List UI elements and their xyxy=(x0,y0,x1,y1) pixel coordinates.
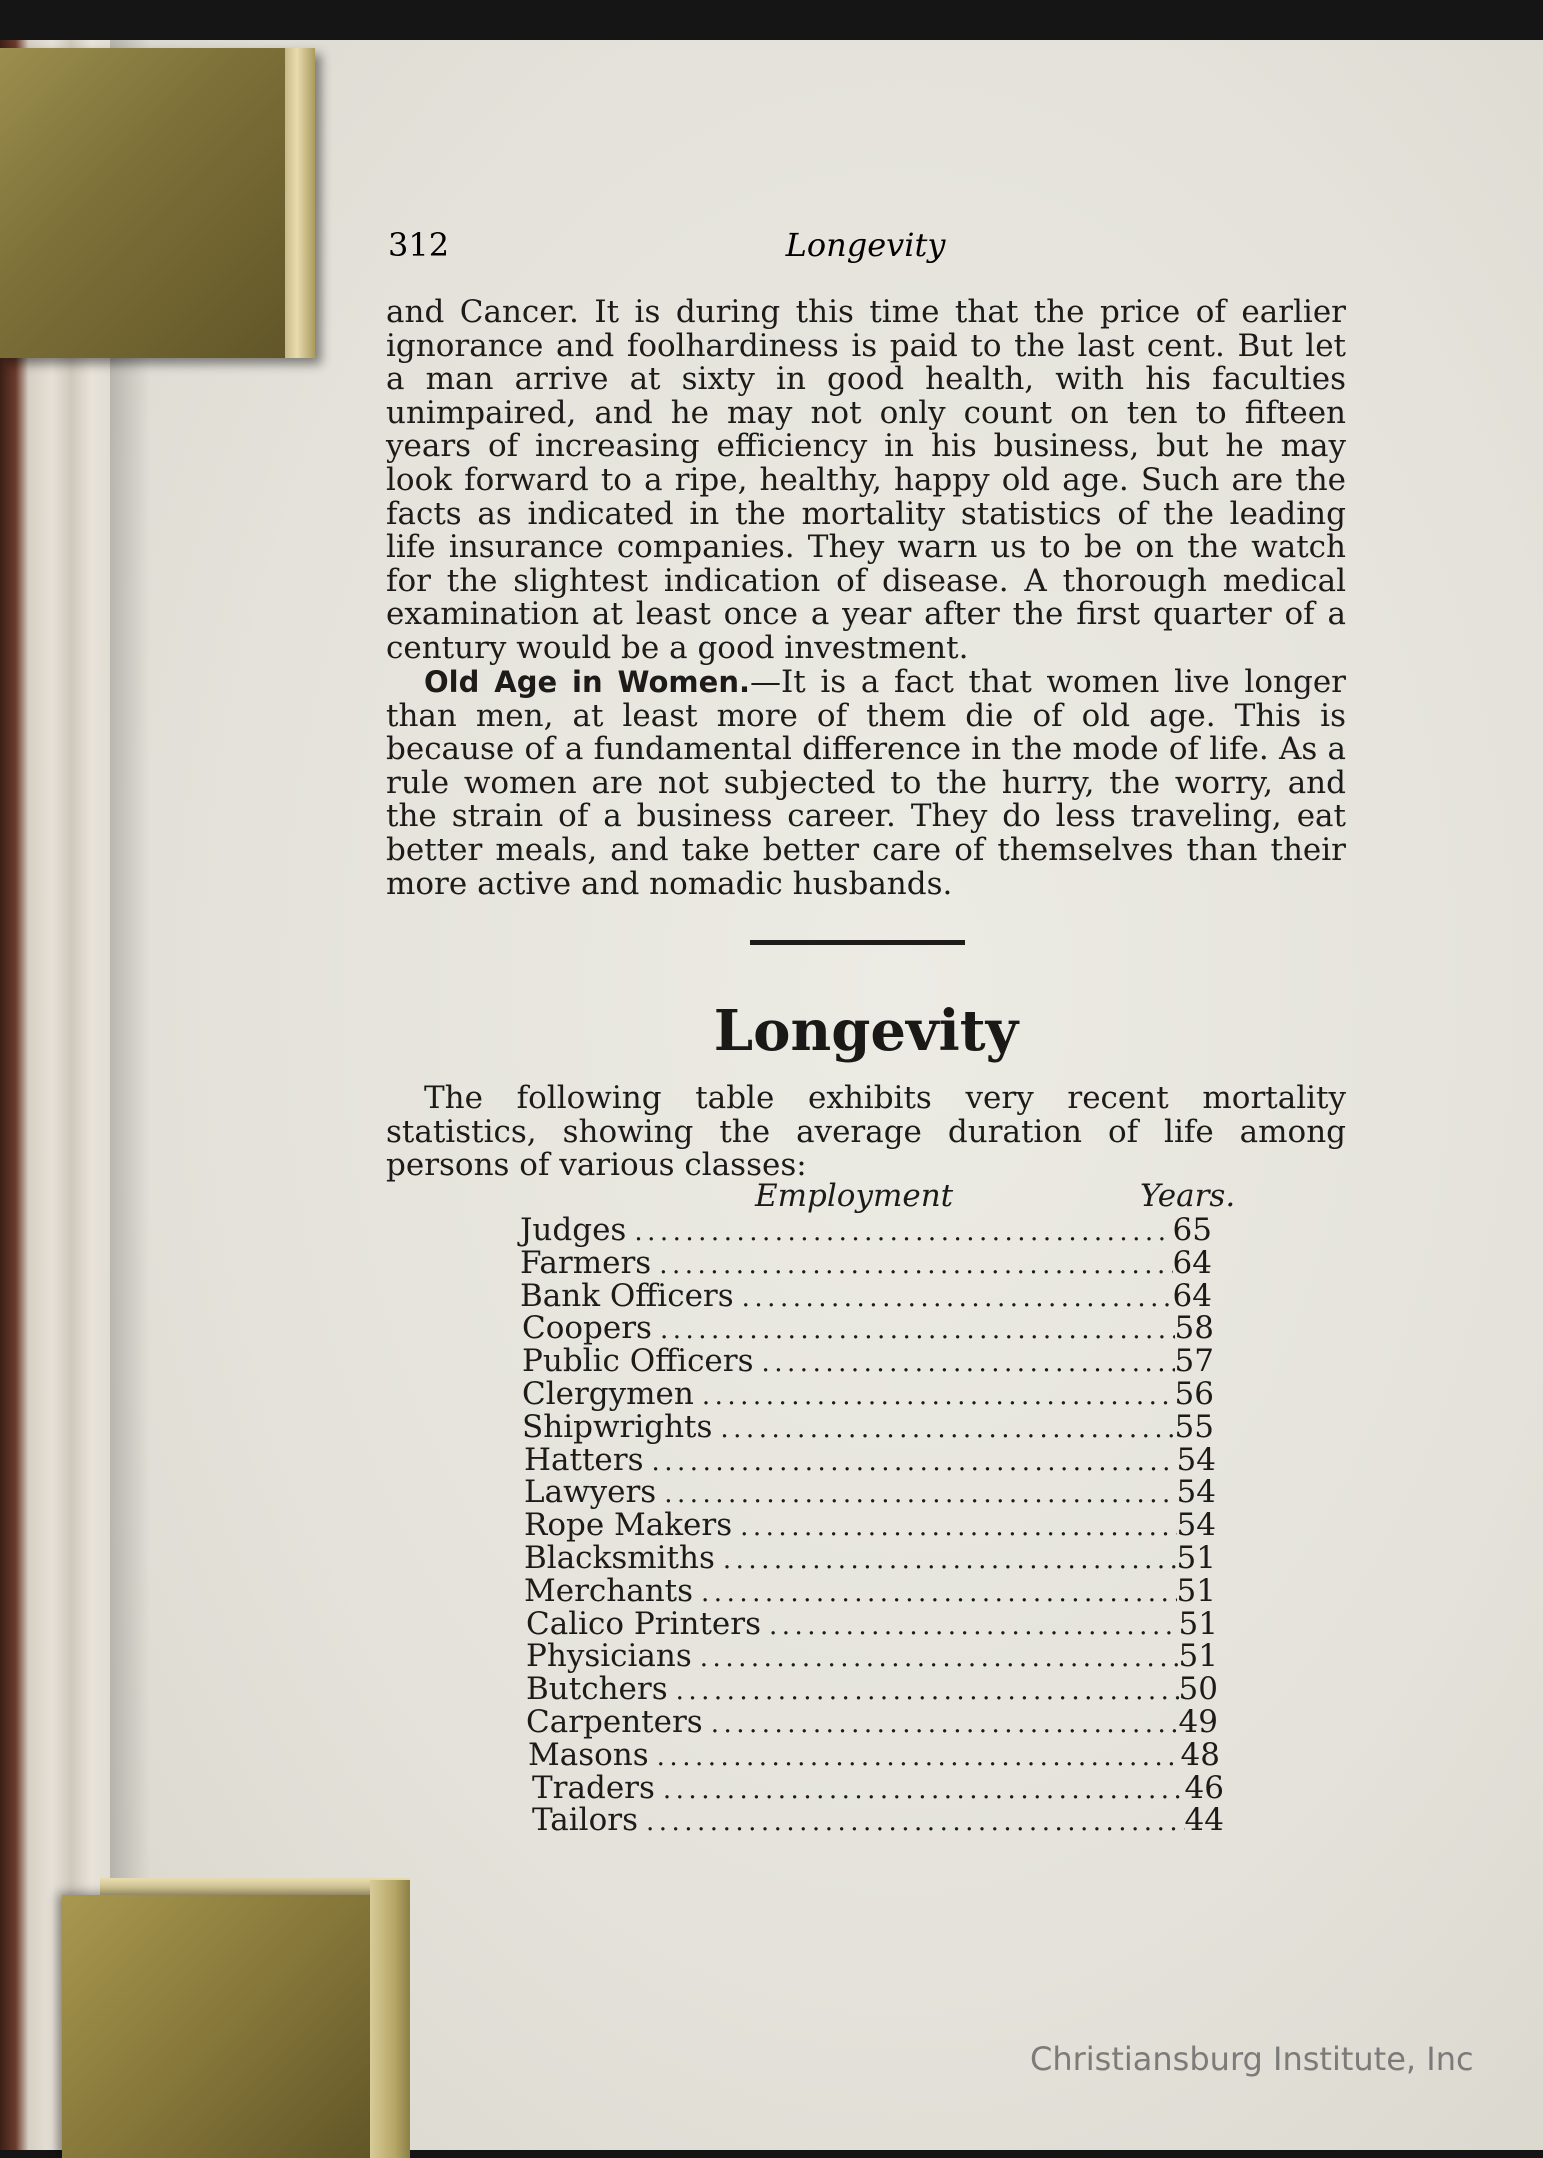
years-cell: 51 xyxy=(1176,1572,1216,1609)
table-row xyxy=(520,1736,1220,1773)
table-header xyxy=(520,1178,1240,1212)
years-cell: 44 xyxy=(1184,1802,1224,1839)
dot-leader xyxy=(701,1578,1177,1608)
employment-cell: Bank Officers xyxy=(520,1277,734,1314)
table-row xyxy=(520,1605,1218,1642)
table-row xyxy=(520,1507,1216,1544)
years-cell: 51 xyxy=(1176,1539,1216,1576)
employment-cell: Public Officers xyxy=(522,1343,754,1380)
dot-leader xyxy=(663,1775,1185,1805)
dot-leader xyxy=(711,1709,1179,1739)
table-row xyxy=(520,1375,1214,1412)
paragraph-1: and Cancer. It is during this time that the price of earlier ignorance and foolhardiness is paid to the last cent. But let a man arrive at sixty in good health, with his faculties unimpaired, and he may not only count on ten to fifteen years of increasing efficiency in his business, but he may look forward to a ripe, healthy, happy old age. Such are the facts as indicated in the mortality statistics of the leading life insurance companies. They warn us to be on the watch for the slightest indication of disease. A thorough medical examination at least once a year after the first quarter of a century would be a good investment. xyxy=(386,294,1346,666)
table-row xyxy=(520,1212,1212,1248)
table-row xyxy=(520,1572,1216,1609)
employment-cell: Lawyers xyxy=(524,1474,657,1511)
years-cell: 64 xyxy=(1172,1244,1212,1281)
years-cell: 57 xyxy=(1174,1343,1214,1380)
years-cell: 49 xyxy=(1178,1703,1218,1740)
column-header-employment: Employment xyxy=(755,1178,954,1214)
table-row xyxy=(520,1703,1218,1740)
page-number: 312 xyxy=(388,226,450,264)
table-row xyxy=(520,1441,1216,1478)
employment-cell: Physicians xyxy=(526,1638,692,1675)
dot-leader xyxy=(720,1414,1174,1444)
bottom-binder-clip xyxy=(62,1895,402,2158)
dot-leader xyxy=(742,1283,1173,1313)
table-row xyxy=(520,1343,1214,1380)
years-cell: 65 xyxy=(1172,1212,1212,1248)
section-divider xyxy=(750,940,965,945)
dot-leader xyxy=(664,1479,1176,1509)
dot-leader xyxy=(652,1447,1177,1477)
longevity-table xyxy=(520,1178,1240,1839)
employment-cell: Coopers xyxy=(522,1310,652,1347)
watermark: Christiansburg Institute, Inc xyxy=(1030,2040,1474,2078)
years-cell: 56 xyxy=(1174,1375,1214,1412)
table-row xyxy=(520,1638,1218,1675)
dot-leader xyxy=(740,1512,1176,1542)
employment-cell: Calico Printers xyxy=(526,1605,761,1642)
years-cell: 55 xyxy=(1174,1408,1214,1445)
table-row xyxy=(520,1769,1224,1806)
years-cell: 50 xyxy=(1178,1671,1218,1708)
top-binder-clip xyxy=(0,48,315,358)
employment-cell: Rope Makers xyxy=(524,1507,733,1544)
paragraph-2 xyxy=(386,666,1346,901)
column-header-years: Years. xyxy=(1140,1178,1236,1214)
employment-cell: Shipwrights xyxy=(522,1408,713,1445)
section-intro: The following table exhibits very recent mortality statistics, showing the average duration of life among persons of various classes: xyxy=(386,1080,1346,1184)
employment-cell: Clergymen xyxy=(522,1375,694,1412)
years-cell: 64 xyxy=(1172,1277,1212,1314)
dot-leader xyxy=(676,1676,1179,1706)
bottom-binder-clip-edge xyxy=(370,1880,410,2158)
table-row xyxy=(520,1474,1216,1511)
paragraph-2-body: —It is a fact that women live longer than men, at least more of them die of old age. This is because of a fundamental difference in the mode of life. As a rule women are not subjected to the hurry, the worry, and the strain of a business career. They do less traveling, eat better meals, and take better care of themselves than their more active and nomadic husbands. xyxy=(386,664,1346,902)
employment-cell: Merchants xyxy=(524,1572,694,1609)
table-row xyxy=(520,1539,1216,1576)
employment-cell: Hatters xyxy=(524,1441,644,1478)
employment-cell: Masons xyxy=(528,1736,649,1773)
table-row xyxy=(520,1671,1218,1708)
years-cell: 58 xyxy=(1174,1310,1214,1347)
dot-leader xyxy=(762,1348,1175,1378)
table-row xyxy=(520,1408,1214,1445)
dot-leader xyxy=(700,1643,1179,1673)
top-binder-clip-edge xyxy=(285,48,315,358)
paragraph-2-lead-in: Old Age in Women. xyxy=(424,665,750,699)
years-cell: 54 xyxy=(1176,1474,1216,1511)
years-cell: 48 xyxy=(1180,1736,1220,1773)
table-row xyxy=(520,1310,1214,1347)
section-heading: Longevity xyxy=(713,998,1019,1064)
years-cell: 46 xyxy=(1184,1769,1224,1806)
dot-leader xyxy=(634,1217,1172,1247)
years-cell: 54 xyxy=(1176,1441,1216,1478)
years-cell: 51 xyxy=(1178,1638,1218,1675)
dot-leader xyxy=(657,1742,1181,1772)
years-cell: 54 xyxy=(1176,1507,1216,1544)
table-row xyxy=(520,1802,1224,1839)
table-row xyxy=(520,1244,1212,1281)
years-cell: 51 xyxy=(1178,1605,1218,1642)
dot-leader xyxy=(702,1381,1175,1411)
table-row xyxy=(520,1277,1212,1314)
employment-cell: Tailors xyxy=(532,1802,638,1839)
employment-cell: Blacksmiths xyxy=(524,1539,715,1576)
employment-cell: Butchers xyxy=(526,1671,668,1708)
dot-leader xyxy=(723,1545,1177,1575)
dot-leader xyxy=(646,1807,1185,1837)
running-head xyxy=(388,226,1343,266)
running-title: Longevity xyxy=(785,226,946,264)
employment-cell: Carpenters xyxy=(526,1703,703,1740)
table-body xyxy=(520,1212,1240,1839)
employment-cell: Traders xyxy=(532,1769,655,1806)
employment-cell: Judges xyxy=(520,1212,627,1248)
employment-cell: Farmers xyxy=(520,1244,652,1281)
dot-leader xyxy=(660,1315,1175,1345)
dot-leader xyxy=(769,1611,1179,1641)
dot-leader xyxy=(659,1250,1172,1280)
